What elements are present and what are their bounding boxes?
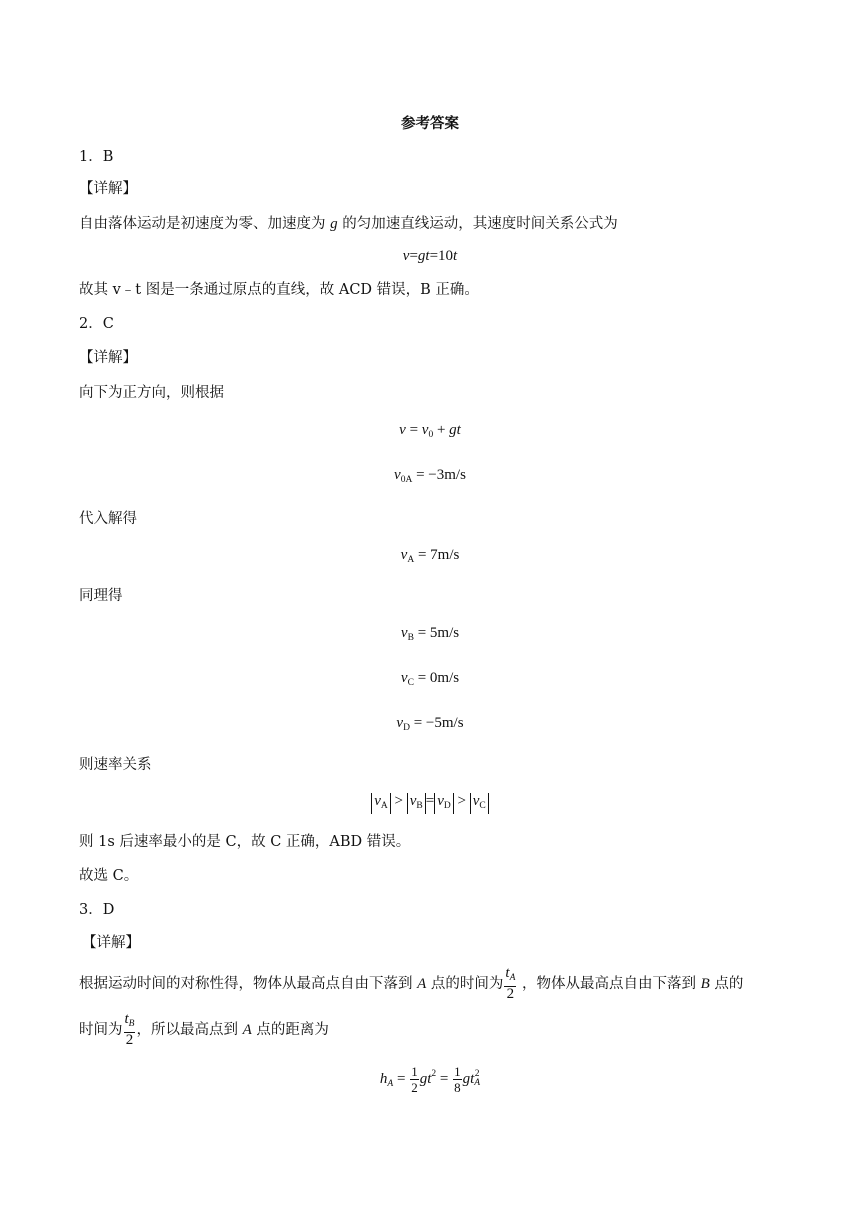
q1-text-1a: 自由落体运动是初速度为零、加速度为 [79, 216, 326, 232]
q2-eq-2: $v_{0A} = -3m/s$ [394, 467, 466, 485]
q2-eq-3: $v_A = 7m/s$ [400, 547, 460, 565]
q2-text-5: 则 1s 后速率最小的是 C，故 C 正确，ABD 错误。 [79, 834, 411, 850]
q1-detail-label: 【详解】 [79, 181, 137, 197]
q2-text-3: 同理得 [79, 588, 123, 604]
q2-eq-1: $v = v_0$ + gt [399, 422, 461, 440]
q2-number: 2．C [79, 316, 114, 332]
q2-text-1: 向下为正方向，则根据 [79, 385, 224, 401]
q1-text-1 [79, 214, 618, 234]
q2-detail-label: 【详解】 [79, 350, 137, 366]
q2-eq-4: $v_B = 5m/s$ [400, 625, 460, 643]
q3-eq-1: $h_A$ = $\frac{1}{2}$ $gt^2$ = $\frac{1}{8}$ gt 2 A [379, 1064, 481, 1096]
q3-text-1b: 点的时间为 [430, 976, 504, 992]
q1-text-2: 故其 v﹣t 图是一条通过原点的直线，故 ACD 错误，B 正确。 [79, 282, 479, 298]
q3-text-1: 根据运动时间的对称性得，物体从最高点自由下落到 A 点的时间为 $\frac{t_A}{2}$ ，物体从最高点自由下落到 B 点的 [79, 965, 744, 1002]
page-title: 参考答案 [401, 116, 459, 132]
q3-number: 3．D [79, 902, 115, 918]
q3-text-1d: 点的 [714, 976, 744, 992]
q3-text-2: 时间为 $\frac{t_B}{2}$ ，所以最高点到 A 点的距离为 [79, 1011, 329, 1048]
q3-detail-label: 【详解】 [82, 935, 140, 951]
q3-text-1c: ，物体从最高点自由下落到 [521, 976, 696, 992]
q3-frac-tB-2: $\frac{t_B}{2}$ [124, 1011, 135, 1048]
q2-text-4: 则速率关系 [79, 757, 152, 773]
q1-text-1b: 的匀加速直线运动，其速度时间关系公式为 [342, 216, 618, 232]
q1-formula: v=gt=10t [402, 248, 458, 264]
q3-text-2c: 点的距离为 [256, 1022, 329, 1038]
q3-text-2a: 时间为 [79, 1022, 123, 1038]
q2-text-2: 代入解得 [79, 511, 137, 527]
q2-eq-5: $v_C = 0m/s$ [400, 670, 460, 688]
q1-number: 1．B [79, 149, 114, 165]
q2-eq-6: $v_D = -5m/s$ [396, 715, 464, 733]
q3-frac-tA-2: $\frac{t_A}{2}$ [505, 965, 516, 1002]
q3-text-2b: ，所以最高点到 [136, 1022, 238, 1038]
q2-text-6: 故选 C。 [79, 868, 139, 884]
q3-text-1a: 根据运动时间的对称性得，物体从最高点自由下落到 [79, 976, 413, 992]
q2-eq-7: $v_A > v_B = v_D > v_C$ [0, 791, 860, 814]
q1-text-1-g: g [330, 216, 338, 232]
